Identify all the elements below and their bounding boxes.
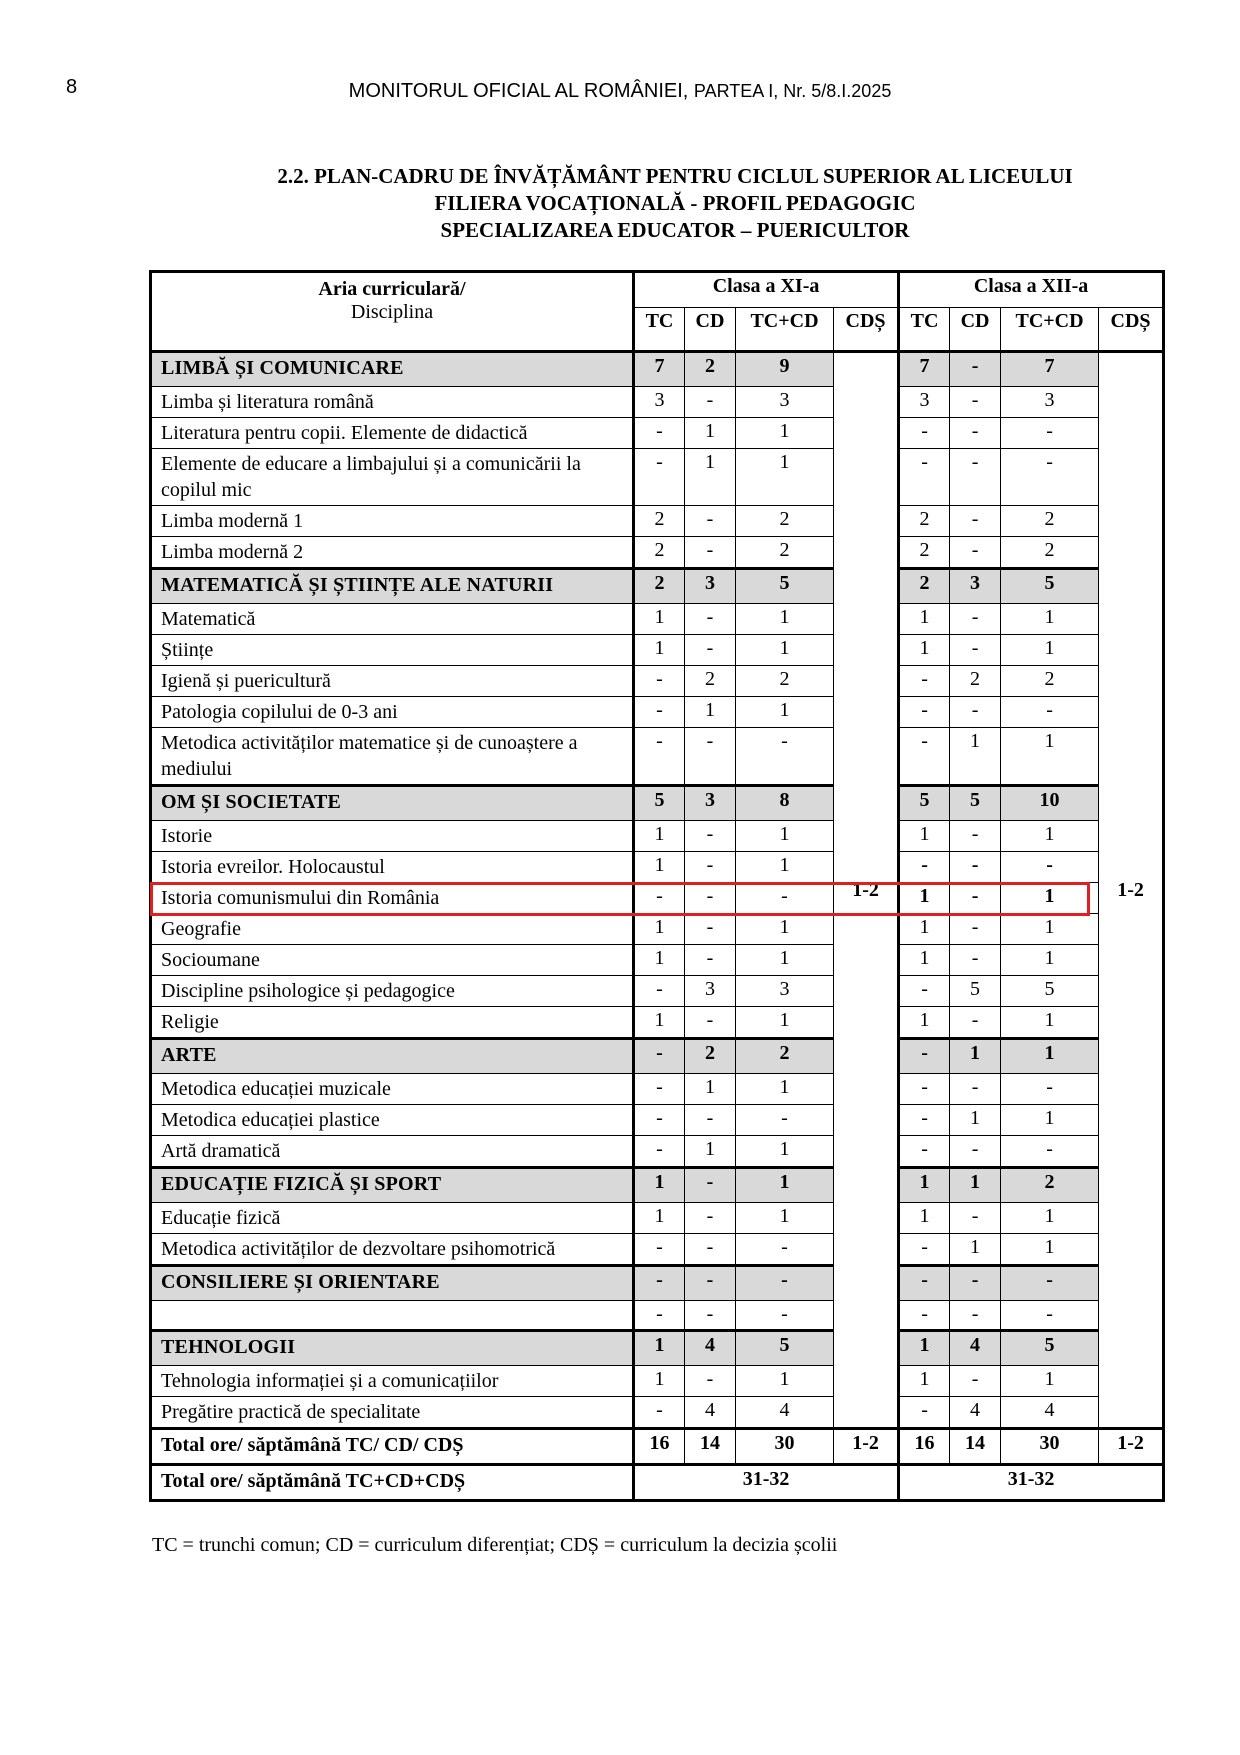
subject-xi-value: -	[736, 1301, 834, 1331]
subject-xii-value: -	[950, 537, 1001, 569]
subject-xi-value: 1	[634, 821, 685, 852]
subject-xii-value: 1	[1001, 1234, 1099, 1266]
subject-name: Metodica educației muzicale	[151, 1074, 634, 1105]
subject-row	[151, 387, 1164, 418]
subject-row	[151, 852, 1164, 883]
subject-xii-value: -	[950, 821, 1001, 852]
subject-xi-value: 1	[685, 1074, 736, 1105]
subject-xi-value: -	[634, 1234, 685, 1266]
subject-xii-value: 3	[899, 387, 950, 418]
category-label: OM ȘI SOCIETATE	[151, 786, 634, 821]
subject-xii-value: 4	[1001, 1397, 1099, 1429]
subject-xii-value: 4	[950, 1397, 1001, 1429]
subject-row	[151, 1366, 1164, 1397]
category-xii-value: -	[950, 1266, 1001, 1301]
subject-xi-value: 1	[736, 635, 834, 666]
subject-row	[151, 449, 1164, 506]
subject-xii-value: -	[1001, 1136, 1099, 1168]
subject-row	[151, 506, 1164, 537]
subject-xii-value: -	[899, 728, 950, 786]
subject-xi-value: 4	[736, 1397, 834, 1429]
subject-xii-value: 1	[1001, 1105, 1099, 1136]
subject-xi-value: -	[685, 387, 736, 418]
total-split-xii: 16	[899, 1429, 950, 1465]
subject-xii-value: -	[950, 506, 1001, 537]
category-label: TEHNOLOGII	[151, 1331, 634, 1366]
subject-row	[151, 976, 1164, 1007]
subject-row	[151, 604, 1164, 635]
category-row	[151, 1168, 1164, 1203]
category-xii-value: 1	[899, 1168, 950, 1203]
xi-cds-value: 1-2	[834, 352, 899, 1429]
subject-name: Socioumane	[151, 945, 634, 976]
category-xi-value: -	[634, 1039, 685, 1074]
subject-xi-value: 1	[634, 1007, 685, 1039]
subject-xii-value: -	[950, 1136, 1001, 1168]
aria-header-line1: Aria curriculară/	[318, 278, 466, 300]
subject-xii-value: 1	[1001, 1203, 1099, 1234]
subject-xi-value: -	[634, 1105, 685, 1136]
subject-xi-value: -	[634, 1136, 685, 1168]
subject-xi-value: 1	[736, 945, 834, 976]
category-xii-value: -	[899, 1266, 950, 1301]
subject-xi-value: 2	[736, 537, 834, 569]
category-xi-value: 4	[685, 1331, 736, 1366]
subject-xii-value: 2	[1001, 666, 1099, 697]
subject-row	[151, 697, 1164, 728]
subject-row	[151, 883, 1164, 914]
subject-xi-value: 2	[736, 666, 834, 697]
subject-xi-value: -	[685, 728, 736, 786]
total-combined-xii: 31-32	[899, 1465, 1164, 1501]
subject-name: Istorie	[151, 821, 634, 852]
category-xii-value: 5	[950, 786, 1001, 821]
category-xi-value: 2	[685, 1039, 736, 1074]
subject-xi-value: 1	[685, 449, 736, 506]
subject-xi-value: -	[736, 1105, 834, 1136]
subject-xi-value: -	[634, 1301, 685, 1331]
subject-xi-value: 3	[736, 387, 834, 418]
page-header	[0, 80, 1240, 103]
subject-xi-value: -	[685, 1234, 736, 1266]
subject-name: Istoria evreilor. Holocaustul	[151, 852, 634, 883]
subject-row	[151, 821, 1164, 852]
subject-xi-value: -	[685, 914, 736, 945]
xi-cds-header: CDȘ	[834, 308, 899, 352]
subject-name: Matematică	[151, 604, 634, 635]
subject-xii-value: 1	[899, 635, 950, 666]
category-xi-value: 7	[634, 352, 685, 387]
subject-row	[151, 1301, 1164, 1331]
category-xii-value: 10	[1001, 786, 1099, 821]
subject-name: Igienă și puericultură	[151, 666, 634, 697]
total-combined-xi: 31-32	[634, 1465, 899, 1501]
category-row	[151, 569, 1164, 604]
category-xi-value: 5	[736, 569, 834, 604]
subject-xii-value: -	[950, 387, 1001, 418]
xii-cd-header: CD	[950, 308, 1001, 352]
category-row	[151, 1266, 1164, 1301]
category-xii-value: 1	[950, 1168, 1001, 1203]
subject-xi-value: -	[634, 418, 685, 449]
subject-xii-value: -	[899, 418, 950, 449]
category-xii-value: 5	[1001, 569, 1099, 604]
total-split-xi: 16	[634, 1429, 685, 1465]
subject-xi-value: -	[634, 449, 685, 506]
subject-row	[151, 1136, 1164, 1168]
header-part: PARTEA I, Nr. 5/8.I.2025	[693, 81, 892, 101]
category-xii-value: -	[1001, 1266, 1099, 1301]
subject-xii-value: -	[950, 1074, 1001, 1105]
subject-xi-value: -	[736, 728, 834, 786]
subject-xii-value: 2	[899, 506, 950, 537]
category-xii-value: 2	[1001, 1168, 1099, 1203]
subject-xii-value: 2	[1001, 537, 1099, 569]
total-split-xii: 14	[950, 1429, 1001, 1465]
subject-xii-value: 1	[1001, 883, 1099, 914]
subject-row	[151, 1203, 1164, 1234]
subject-xii-value: -	[1001, 418, 1099, 449]
subject-xii-value: -	[899, 852, 950, 883]
subject-name: Tehnologia informației și a comunicațiilor	[151, 1366, 634, 1397]
subject-name: Limba modernă 1	[151, 506, 634, 537]
subject-xii-value: -	[950, 945, 1001, 976]
subject-xi-value: -	[685, 635, 736, 666]
category-xi-value: 3	[685, 786, 736, 821]
subject-xii-value: 1	[950, 728, 1001, 786]
xi-tccd-header: TC+CD	[736, 308, 834, 352]
subject-name: Metodica activităților de dezvoltare psihomotrică	[151, 1234, 634, 1266]
subject-name: Limba și literatura română	[151, 387, 634, 418]
xii-tc-header: TC	[899, 308, 950, 352]
category-xi-value: -	[685, 1168, 736, 1203]
category-xi-value: 8	[736, 786, 834, 821]
category-xi-value: -	[685, 1266, 736, 1301]
subject-xi-value: -	[685, 883, 736, 914]
subject-xii-value: 1	[899, 1366, 950, 1397]
subject-xi-value: -	[685, 1366, 736, 1397]
subject-xi-value: -	[685, 604, 736, 635]
category-xii-value: 1	[1001, 1039, 1099, 1074]
subject-row	[151, 1007, 1164, 1039]
subject-name: Limba modernă 2	[151, 537, 634, 569]
subject-xi-value: 1	[736, 1136, 834, 1168]
category-xi-value: 1	[634, 1168, 685, 1203]
subject-xi-value: 1	[634, 1366, 685, 1397]
subject-xi-value: -	[685, 945, 736, 976]
subject-xii-value: 1	[1001, 604, 1099, 635]
subject-xi-value: 1	[736, 1203, 834, 1234]
subject-xii-value: -	[950, 1203, 1001, 1234]
subject-xi-value: 3	[685, 976, 736, 1007]
category-row	[151, 352, 1164, 387]
category-xii-value: 5	[1001, 1331, 1099, 1366]
category-xi-value: 3	[685, 569, 736, 604]
subject-xii-value: -	[899, 1234, 950, 1266]
subject-xi-value: -	[634, 697, 685, 728]
subject-xi-value: 1	[736, 852, 834, 883]
category-row	[151, 1039, 1164, 1074]
subject-xii-value: 2	[950, 666, 1001, 697]
subject-xii-value: 1	[899, 1007, 950, 1039]
subject-xii-value: -	[899, 976, 950, 1007]
category-xi-value: 9	[736, 352, 834, 387]
xii-tccd-header: TC+CD	[1001, 308, 1099, 352]
subject-xii-value: -	[950, 418, 1001, 449]
title-line-2: FILIERA VOCAȚIONALĂ - PROFIL PEDAGOGIC	[434, 191, 916, 215]
subject-xii-value: 5	[1001, 976, 1099, 1007]
xii-cds-header: CDȘ	[1099, 308, 1164, 352]
subject-xii-value: -	[899, 666, 950, 697]
subject-xii-value: -	[950, 852, 1001, 883]
subject-row	[151, 914, 1164, 945]
category-label: LIMBĂ ȘI COMUNICARE	[151, 352, 634, 387]
category-xi-value: 1	[634, 1331, 685, 1366]
subject-xi-value: -	[736, 883, 834, 914]
subject-xii-value: -	[1001, 697, 1099, 728]
category-xi-value: 2	[685, 352, 736, 387]
total-row-combined	[151, 1465, 1164, 1501]
subject-xi-value: -	[736, 1234, 834, 1266]
subject-xi-value: 1	[634, 852, 685, 883]
curriculum-table	[149, 270, 1165, 1502]
subject-name: Religie	[151, 1007, 634, 1039]
subject-xi-value: 1	[736, 604, 834, 635]
subject-xii-value: -	[950, 449, 1001, 506]
subject-xi-value: -	[685, 1301, 736, 1331]
title-line-3: SPECIALIZAREA EDUCATOR – PUERICULTOR	[440, 218, 910, 242]
category-label: EDUCAȚIE FIZICĂ ȘI SPORT	[151, 1168, 634, 1203]
subject-xii-value: -	[950, 635, 1001, 666]
total-row-split	[151, 1429, 1164, 1465]
subject-name: Discipline psihologice și pedagogice	[151, 976, 634, 1007]
subject-xi-value: 2	[736, 506, 834, 537]
aria-header	[151, 272, 634, 352]
category-row	[151, 786, 1164, 821]
subject-xii-value: 1	[1001, 1007, 1099, 1039]
subject-xii-value: -	[950, 1301, 1001, 1331]
category-xii-value: 4	[950, 1331, 1001, 1366]
subject-xi-value: -	[685, 1203, 736, 1234]
subject-name	[151, 1301, 634, 1331]
subject-name: Științe	[151, 635, 634, 666]
category-xii-value: -	[899, 1039, 950, 1074]
subject-row	[151, 666, 1164, 697]
subject-xi-value: -	[685, 852, 736, 883]
subject-xii-value: 1	[1001, 914, 1099, 945]
subject-name: Patologia copilului de 0-3 ani	[151, 697, 634, 728]
subject-xi-value: -	[634, 976, 685, 1007]
footnote: TC = trunchi comun; CD = curriculum diferențiat; CDȘ = curriculum la decizia școlii	[152, 1534, 838, 1556]
aria-header-line2: Disciplina	[350, 301, 434, 323]
subject-xii-value: -	[899, 1301, 950, 1331]
subject-xi-value: 1	[634, 914, 685, 945]
subject-xii-value: -	[1001, 449, 1099, 506]
class-xii-header: Clasa a XII-a	[899, 272, 1164, 308]
subject-name: Geografie	[151, 914, 634, 945]
category-xii-value: 7	[899, 352, 950, 387]
subject-xii-value: 1	[1001, 945, 1099, 976]
subject-xi-value: 1	[736, 1007, 834, 1039]
subject-xi-value: 1	[736, 449, 834, 506]
subject-xii-value: 1	[899, 914, 950, 945]
subject-xii-value: -	[950, 604, 1001, 635]
category-xi-value: 2	[634, 569, 685, 604]
subject-xii-value: 1	[899, 883, 950, 914]
subject-row	[151, 728, 1164, 786]
subject-name: Elemente de educare a limbajului și a comunicării la copilul mic	[151, 449, 634, 506]
category-label: MATEMATICĂ ȘI ȘTIINȚE ALE NATURII	[151, 569, 634, 604]
category-xi-value: -	[736, 1266, 834, 1301]
subject-name: Literatura pentru copii. Elemente de didactică	[151, 418, 634, 449]
subject-xi-value: 4	[685, 1397, 736, 1429]
category-label: ARTE	[151, 1039, 634, 1074]
category-row	[151, 1331, 1164, 1366]
category-xii-value: 1	[899, 1331, 950, 1366]
subject-xi-value: -	[685, 1007, 736, 1039]
title-line-1: 2.2. PLAN-CADRU DE ÎNVĂȚĂMÂNT PENTRU CICLUL SUPERIOR AL LICEULUI	[277, 164, 1073, 188]
subject-name: Pregătire practică de specialitate	[151, 1397, 634, 1429]
subject-row	[151, 945, 1164, 976]
category-label: CONSILIERE ȘI ORIENTARE	[151, 1266, 634, 1301]
total-split-xii: 1-2	[1099, 1429, 1164, 1465]
subject-xii-value: 1	[950, 1105, 1001, 1136]
subject-row	[151, 1105, 1164, 1136]
subject-name: Metodica educației plastice	[151, 1105, 634, 1136]
subject-xii-value: 5	[950, 976, 1001, 1007]
subject-xii-value: -	[1001, 852, 1099, 883]
subject-xi-value: -	[685, 506, 736, 537]
subject-xi-value: 1	[736, 1074, 834, 1105]
subject-xii-value: 1	[1001, 1366, 1099, 1397]
subject-xii-value: -	[950, 1007, 1001, 1039]
subject-xii-value: 1	[899, 1203, 950, 1234]
subject-xii-value: -	[899, 1136, 950, 1168]
total-split-xi: 30	[736, 1429, 834, 1465]
page-number: 8	[66, 76, 78, 98]
subject-xii-value: -	[950, 1366, 1001, 1397]
subject-xi-value: 3	[634, 387, 685, 418]
subject-xii-value: -	[950, 697, 1001, 728]
subject-xi-value: 1	[736, 914, 834, 945]
subject-row	[151, 1397, 1164, 1429]
subject-xii-value: 1	[1001, 635, 1099, 666]
category-xi-value: -	[634, 1266, 685, 1301]
total-split-xi: 1-2	[834, 1429, 899, 1465]
subject-xi-value: 2	[685, 666, 736, 697]
subject-xii-value: -	[950, 883, 1001, 914]
total-combined-label: Total ore/ săptămână TC+CD+CDȘ	[151, 1465, 634, 1501]
subject-xi-value: -	[685, 821, 736, 852]
subject-xi-value: 2	[634, 537, 685, 569]
subject-xii-value: -	[899, 1074, 950, 1105]
subject-name: Educație fizică	[151, 1203, 634, 1234]
subject-xi-value: 1	[685, 1136, 736, 1168]
class-xi-header: Clasa a XI-a	[634, 272, 899, 308]
subject-xi-value: 1	[634, 604, 685, 635]
category-xii-value: 2	[899, 569, 950, 604]
subject-name: Artă dramatică	[151, 1136, 634, 1168]
subject-xi-value: 2	[634, 506, 685, 537]
subject-xii-value: 1	[1001, 821, 1099, 852]
subject-name: Istoria comunismului din România	[151, 883, 634, 914]
subject-xii-value: 1	[899, 821, 950, 852]
subject-row	[151, 1234, 1164, 1266]
category-xi-value: 2	[736, 1039, 834, 1074]
total-split-xii: 30	[1001, 1429, 1099, 1465]
subject-xi-value: 1	[736, 1366, 834, 1397]
category-xi-value: 5	[736, 1331, 834, 1366]
category-xi-value: 5	[634, 786, 685, 821]
subject-xi-value: -	[685, 1105, 736, 1136]
subject-xi-value: -	[634, 1074, 685, 1105]
document-title	[150, 163, 1200, 244]
subject-xii-value: -	[899, 697, 950, 728]
subject-xii-value: 1	[1001, 728, 1099, 786]
curriculum-body	[151, 352, 1164, 1501]
subject-xii-value: 2	[1001, 506, 1099, 537]
xi-cd-header: CD	[685, 308, 736, 352]
subject-xii-value: 1	[899, 945, 950, 976]
subject-xi-value: 1	[634, 945, 685, 976]
total-split-xi: 14	[685, 1429, 736, 1465]
subject-xi-value: -	[634, 666, 685, 697]
subject-xii-value: -	[899, 449, 950, 506]
category-xi-value: 1	[736, 1168, 834, 1203]
subject-row	[151, 1074, 1164, 1105]
subject-xi-value: 1	[736, 697, 834, 728]
subject-xi-value: -	[634, 728, 685, 786]
subject-xi-value: 1	[634, 1203, 685, 1234]
subject-xii-value: -	[1001, 1074, 1099, 1105]
subject-xi-value: 1	[736, 418, 834, 449]
subject-xii-value: 1	[899, 604, 950, 635]
category-xii-value: 7	[1001, 352, 1099, 387]
subject-xii-value: 2	[899, 537, 950, 569]
subject-xi-value: 1	[685, 418, 736, 449]
total-split-label: Total ore/ săptămână TC/ CD/ CDȘ	[151, 1429, 634, 1465]
subject-xii-value: 3	[1001, 387, 1099, 418]
header-main: MONITORUL OFICIAL AL ROMÂNIEI,	[348, 80, 689, 102]
subject-xi-value: -	[634, 883, 685, 914]
subject-xi-value: 1	[685, 697, 736, 728]
subject-xii-value: -	[899, 1397, 950, 1429]
subject-row	[151, 537, 1164, 569]
subject-xi-value: 3	[736, 976, 834, 1007]
subject-xi-value: -	[634, 1397, 685, 1429]
subject-row	[151, 418, 1164, 449]
category-xii-value: 5	[899, 786, 950, 821]
subject-xi-value: 1	[736, 821, 834, 852]
subject-xii-value: -	[950, 914, 1001, 945]
subject-xi-value: -	[685, 537, 736, 569]
subject-name: Metodica activităților matematice și de cunoaștere a mediului	[151, 728, 634, 786]
subject-xii-value: -	[1001, 1301, 1099, 1331]
subject-xii-value: 1	[950, 1234, 1001, 1266]
category-xii-value: 1	[950, 1039, 1001, 1074]
category-xii-value: 3	[950, 569, 1001, 604]
subject-xi-value: 1	[634, 635, 685, 666]
xii-cds-value: 1-2	[1099, 352, 1164, 1429]
subject-xii-value: -	[899, 1105, 950, 1136]
xi-tc-header: TC	[634, 308, 685, 352]
subject-row	[151, 635, 1164, 666]
category-xii-value: -	[950, 352, 1001, 387]
